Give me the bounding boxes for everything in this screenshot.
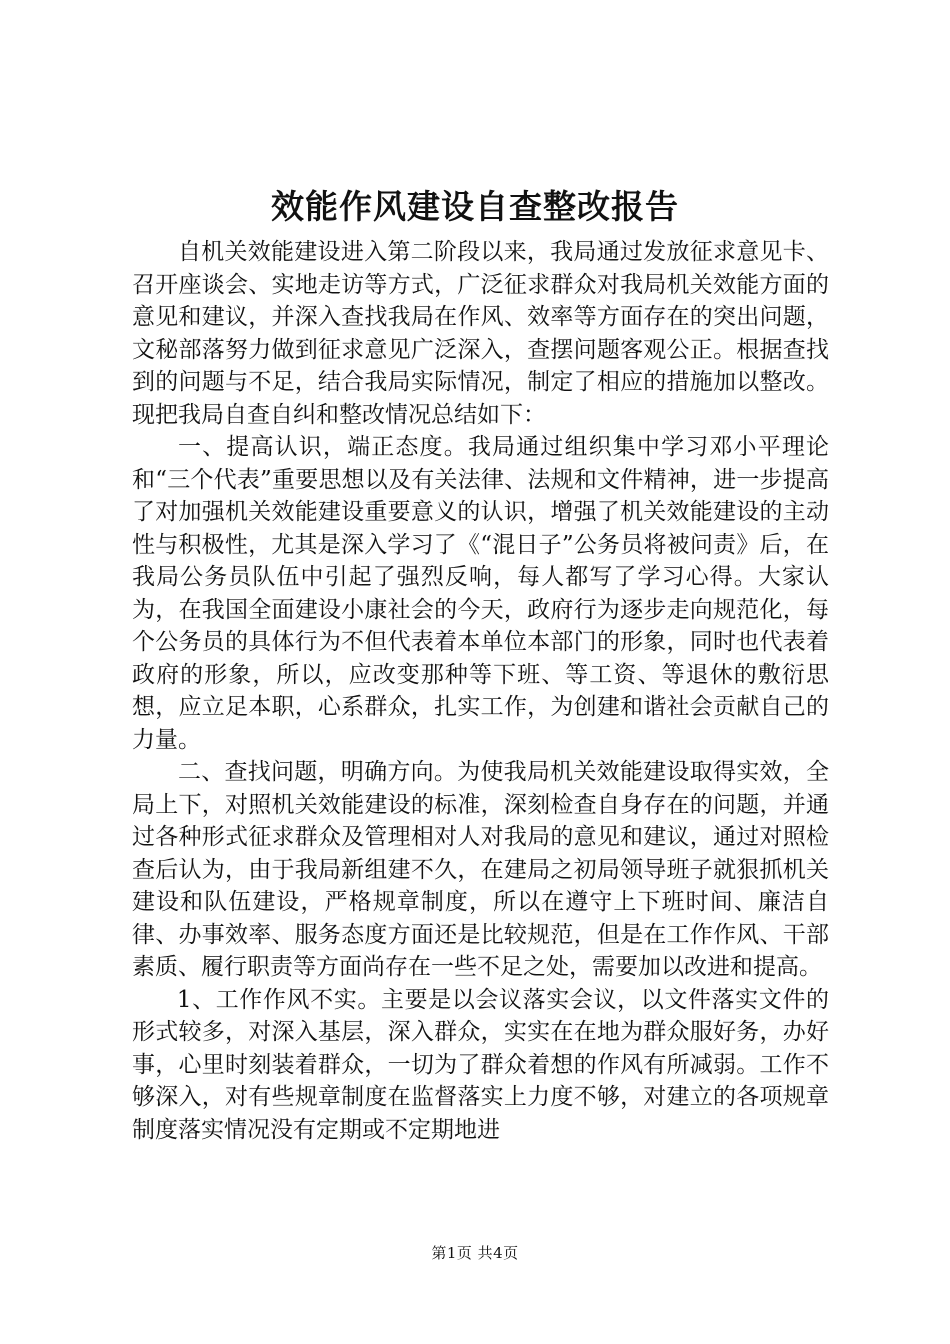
paragraph-item-1: 1、工作作风不实。主要是以会议落实会议，以文件落实文件的形式较多，对深入基层，深入群众，实实在在地为群众服好务，办好事，心里时刻装着群众，一切为了群众着想的作风有所减弱。工作不够深入，对有些规章制度在监督落实上力度不够，对建立的各项规章制度落实情况没有定期或不定期地进	[132, 986, 829, 1143]
paragraph-section-1: 一、提高认识，端正态度。我局通过组织集中学习邓小平理论和“三个代表”重要思想以及有关法律、法规和文件精神，进一步提高了对加强机关效能建设重要意义的认识，增强了机关效能建设的主动性与积极性，尤其是深入学习了《“混日子”公务员将被问责》后，在我局公务员队伍中引起了强烈反响，每人都写了学习心得。大家认为，在我国全面建设小康社会的今天，政府行为逐步走向规范化，每个公务员的具体行为不但代表着本单位本部门的形象，同时也代表着政府的形象，所以，应改变那种等下班、等工资、等退休的敷衍思想，应立足本职，心系群众，扎实工作，为创建和谐社会贡献自己的力量。	[132, 434, 829, 753]
document-body	[132, 236, 829, 1146]
document-title: 效能作风建设自查整改报告	[271, 187, 679, 226]
paragraph-section-2: 二、查找问题，明确方向。为使我局机关效能建设取得实效，全局上下，对照机关效能建设的标准，深刻检查自身存在的问题，并通过各种形式征求群众及管理相对人对我局的意见和建议，通过对照检查后认为，由于我局新组建不久，在建局之初局领导班子就狠抓机关建设和队伍建设，严格规章制度，所以在遵守上下班时间、廉洁自律、办事效率、服务态度方面还是比较规范，但是在工作作风、干部素质、履行职责等方面尚存在一些不足之处，需要加以改进和提高。	[132, 759, 829, 980]
page-footer: 第1页 共4页	[431, 1244, 519, 1262]
paragraph-intro: 自机关效能建设进入第二阶段以来，我局通过发放征求意见卡、召开座谈会、实地走访等方式，广泛征求群众对我局机关效能方面的意见和建议，并深入查找我局在作风、效率等方面存在的突出问题，文秘部落努力做到征求意见广泛深入，查摆问题客观公正。根据查找到的问题与不足，结合我局实际情况，制定了相应的措施加以整改。现把我局自查自纠和整改情况总结如下：	[132, 239, 829, 428]
